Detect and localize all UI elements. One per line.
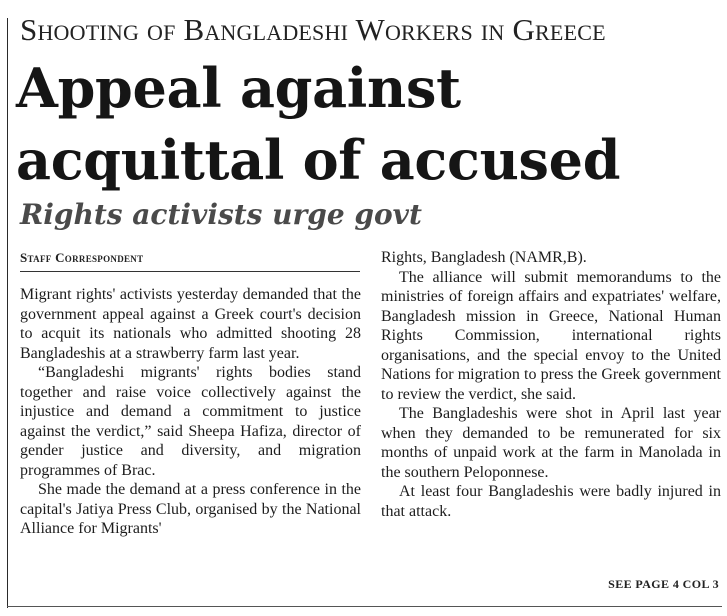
paragraph: The alliance will submit memorandums to the ministries of foreign affairs and expatriates' welfare, Bangladesh mission in Greece, National Human Rights Commission, international rights organisations, and the special envoy to the United Nations for migration to press the Greek government to review the verdict, she said.	[381, 268, 721, 403]
article-column-left	[20, 285, 361, 539]
paragraph: Migrant rights' activists yesterday demanded that the government appeal against a Greek court's decision to acquit its nationals who admitted shooting 28 Bangladeshis at a strawberry farm last year.	[20, 286, 361, 362]
paragraph: She made the demand at a press conference in the capital's Jatiya Press Club, organised by the National Alliance for Migrants'	[20, 481, 361, 537]
byline: Staff Correspondent	[20, 250, 144, 265]
paragraph: At least four Bangladeshis were badly injured in that attack.	[381, 483, 721, 520]
headline: Appeal against acquittal of accused	[16, 56, 621, 192]
jump-line: SEE PAGE 4 COL 3	[608, 577, 719, 591]
paragraph: The Bangladeshis were shot in April last year when they demanded to be remunerated for six months of unpaid work at the farm in Manolada in the southern Peloponnese.	[381, 405, 721, 481]
byline-rule	[20, 271, 360, 272]
kicker-heading: Shooting of Bangladeshi Workers in Greece	[20, 12, 606, 47]
bottom-rule	[7, 606, 722, 607]
subheadline: Rights activists urge govt	[20, 198, 422, 231]
paragraph: “Bangladeshi migrants' rights bodies stand together and raise voice collectively against the injustice and demand a commitment to justice against the verdict,” said Sheepa Hafiza, director of gender justice and diversity, and migration programmes of Brac.	[20, 364, 361, 479]
paragraph: Rights, Bangladesh (NAMR,B).	[381, 249, 587, 266]
column-rule-left	[7, 18, 8, 608]
article-column-right	[381, 248, 721, 521]
